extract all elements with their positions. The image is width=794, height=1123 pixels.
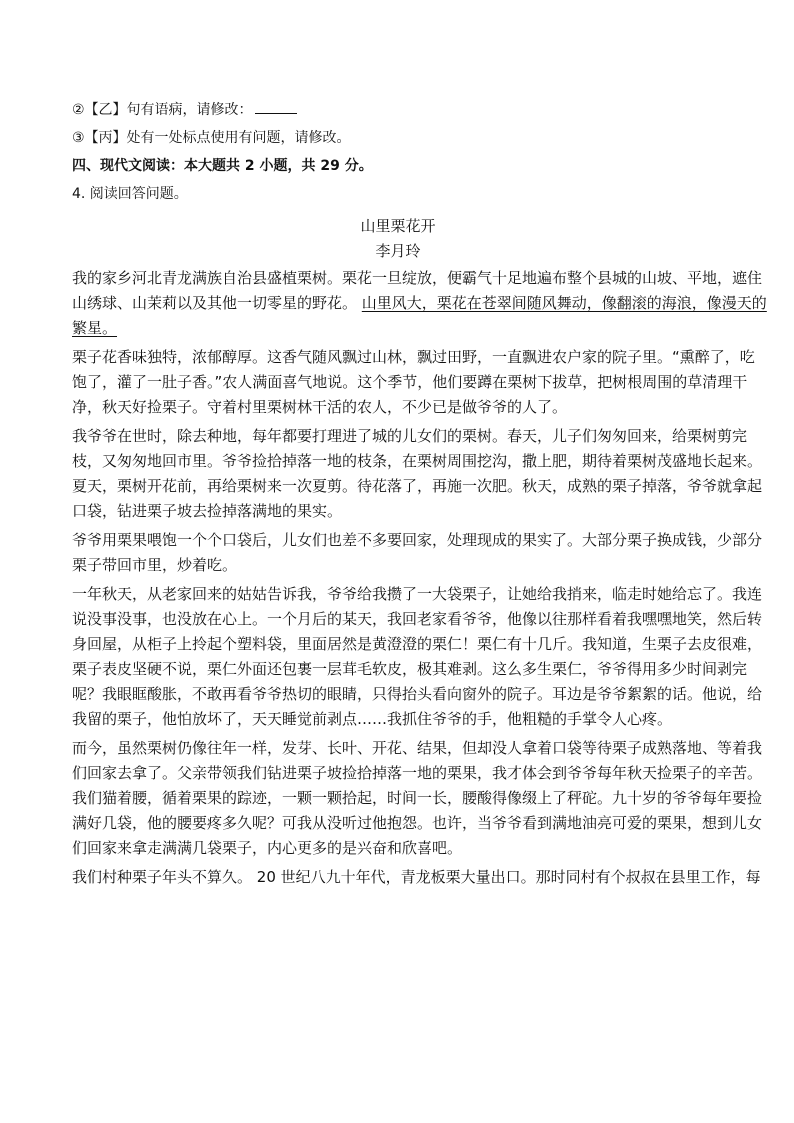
paragraph-line: 满好几袋，他的腰要疼多久呢？可我从没听过他抱怨。也许，当爷爷看到满地油亮可爱的栗果，想到儿女: [72, 814, 763, 832]
answer-blank[interactable]: [255, 100, 297, 114]
paragraph-1: [72, 266, 767, 341]
paragraph-3: [72, 424, 763, 524]
paragraph-line: 我们猫着腰，循着栗果的踪迹，一颗一颗拾起，时间一长，腰酸得像缀上了秤砣。九十岁的爷爷每年要捡: [72, 789, 763, 807]
paragraph-line: 枝，又匆匆地回市里。爷爷捡拾掉落一地的枝条，在栗树周围挖沟，撒上肥，期待着栗树茂盛地长起来。: [72, 452, 763, 470]
article-title: 山里栗花开: [360, 217, 436, 235]
paragraph-line: 们回家去拿了。父亲带领我们钻进栗子坡捡拾掉落一地的栗果，我才体会到爷爷每年秋天捡栗子的辛苦。: [72, 764, 763, 782]
paragraph-line: 爷爷用栗果喂饱一个个口袋后，儿女们也差不多要回家，处理现成的果实了。大部分栗子换成钱，少部分: [72, 531, 763, 549]
question-2-text: ②【乙】句有语病，请修改：: [72, 102, 253, 118]
paragraph-line: 栗子表皮坚硬不说，栗仁外面还包裹一层茸毛软皮，极其难剥。这么多生栗仁，爷爷得用多少时间剥完: [72, 660, 748, 678]
underlined-sentence: 山里风大，栗花在苍翠间随风舞动，像翻滚的海浪，像漫天的: [361, 294, 767, 312]
paragraph-line: 饱了，灌了一肚子香。”农人满面喜气地说。这个季节，他们要蹲在栗树下拔草，把树根周围的草清理干: [72, 373, 748, 391]
section-4-heading: 四、现代文阅读：本大题共 2 小题，共 29 分。: [72, 158, 373, 174]
paragraph-line: 们回家来拿走满满几袋栗子，内心更多的是兴奋和欣喜吧。: [72, 839, 463, 857]
paragraph-line: [72, 291, 767, 316]
paragraph-7: [72, 865, 761, 890]
document-page: [72, 100, 767, 894]
paragraph-line: 一年秋天，从老家回来的姑姑告诉我，爷爷给我攒了一大袋栗子，让她给我捎来，临走时她给忘了。我连: [72, 585, 763, 603]
paragraph-line: 我们村种栗子年头不算久。 20 世纪八九十年代，青龙板栗大量出口。那时同村有个叔叔在县里工作，每: [72, 868, 761, 886]
paragraph-line: 栗子带回市里，炒着吃。: [72, 556, 238, 574]
question-3: ③【丙】处有一处标点使用有问题，请修改。: [72, 130, 351, 146]
paragraph-line: 净，秋天好捡栗子。守着村里栗树林干活的农人，不少已是做爷爷的人了。: [72, 398, 568, 416]
paragraph-line: 呢？我眼眶酸胀，不敢再看爷爷热切的眼睛，只得抬头看向窗外的院子。耳边是爷爷絮絮的话。他说，给: [72, 685, 763, 703]
paragraph-line: 我留的栗子，他怕放坏了，天天睡觉前剥点……我抓住爷爷的手，他粗糙的手掌令人心疼。: [72, 710, 673, 728]
paragraph-line: 夏天，栗树开花前，再给栗树来一次夏剪。待花落了，再施一次肥。秋天，成熟的栗子掉落，爷爷就拿起: [72, 477, 763, 495]
question-2: [72, 100, 724, 120]
underlined-sentence-end: 繁星。: [72, 319, 118, 337]
paragraph-text: 山绣球、山茉莉以及其他一切零星的野花。: [72, 294, 358, 312]
paragraph-5: [72, 582, 763, 732]
paragraph-4: [72, 528, 763, 578]
paragraph-line: 我的家乡河北青龙满族自治县盛植栗树。栗花一旦绽放，便霸气十足地遍布整个县城的山坡、平地，遮住: [72, 269, 763, 287]
article-author: 李月玲: [375, 242, 421, 260]
paragraph-line: 口袋，钻进栗子坡去捡掉落满地的果实。: [72, 502, 343, 520]
paragraph-line: 我爷爷在世时，除去种地，每年都要打理进了城的儿女们的栗树。春天，儿子们匆匆回来，给栗树剪完: [72, 427, 748, 445]
paragraph-2: [72, 345, 755, 420]
question-4: 4. 阅读回答问题。: [72, 186, 188, 202]
paragraph-line: 栗子花香味独特，浓郁醇厚。这香气随风飘过山林，飘过田野，一直飘进农户家的院子里。“熏醉了，吃: [72, 348, 755, 366]
paragraph-line: 身回屋，从柜子上拎起个塑料袋，里面居然是黄澄澄的栗仁！栗仁有十几斤。我知道，生栗子去皮很难，: [72, 635, 763, 653]
paragraph-line: 说没事没事，也没放在心上。一个月后的某天，我回老家看爷爷，他像以往那样看着我嘿嘿地笑，然后转: [72, 610, 763, 628]
paragraph-6: [72, 736, 763, 861]
paragraph-line: 而今，虽然栗树仍像往年一样，发芽、长叶、开花、结果，但却没人拿着口袋等待栗子成熟落地、等着我: [72, 739, 763, 757]
